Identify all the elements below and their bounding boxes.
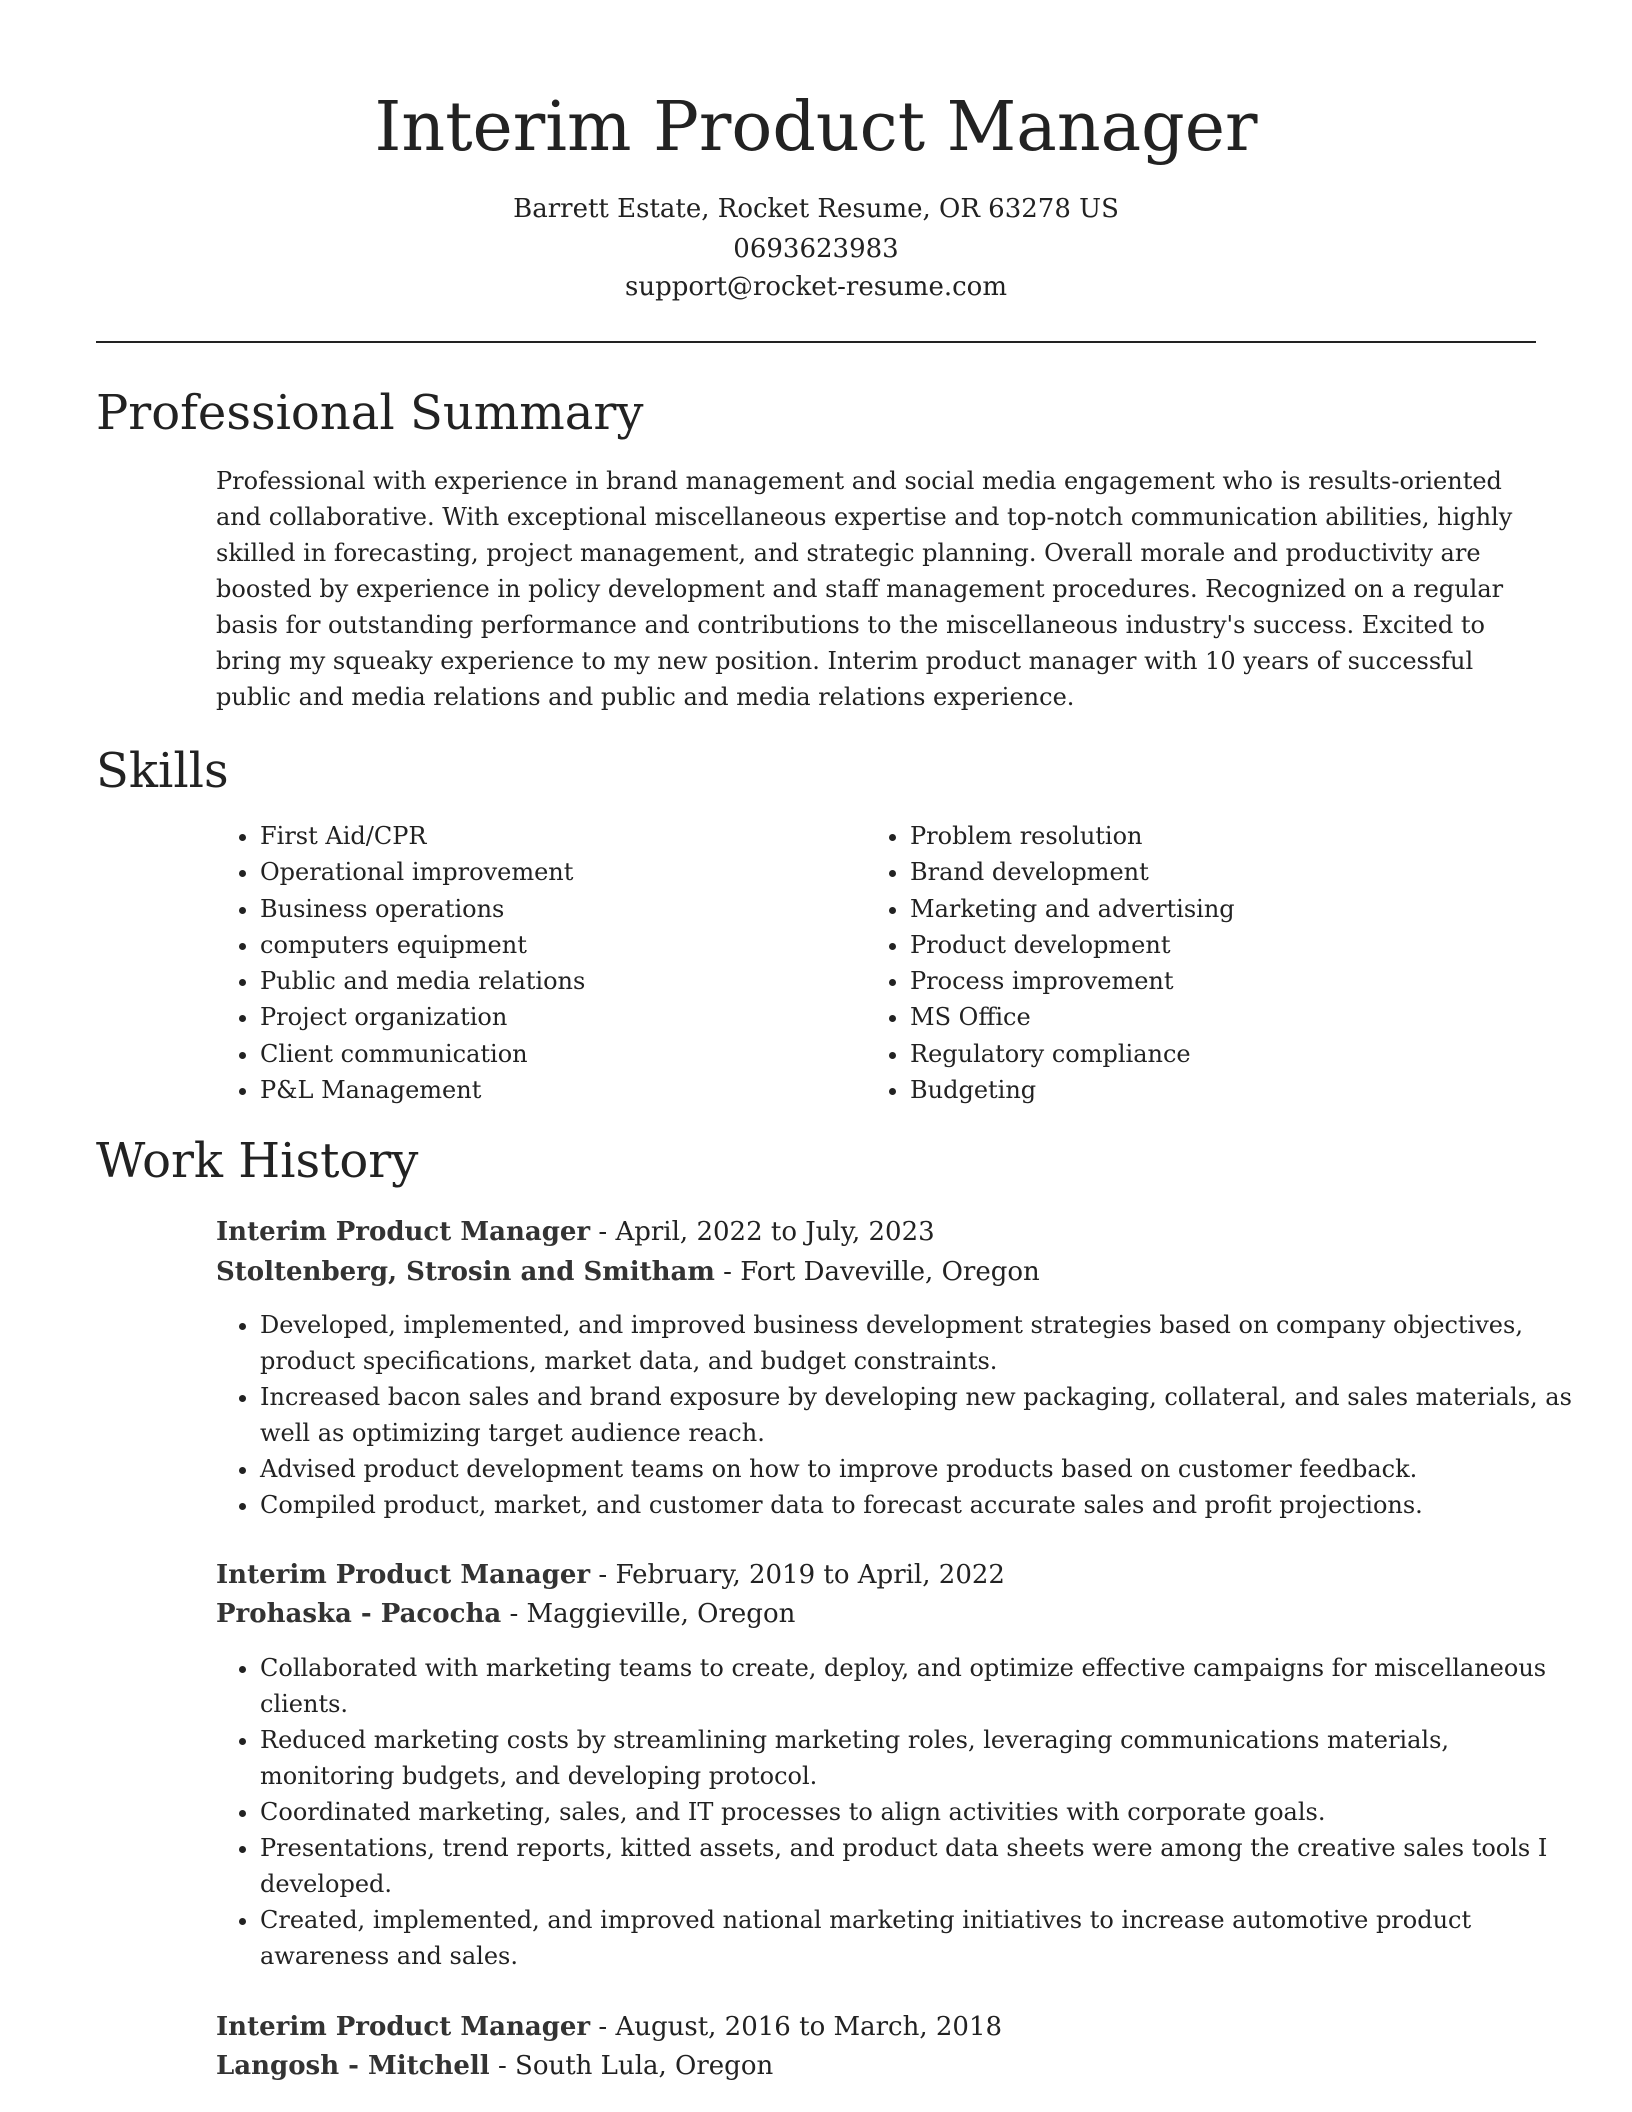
skill-item: • MS Office — [910, 999, 1235, 1035]
job-title-line: Interim Product Manager - August, 2016 to March, 2018 — [216, 2012, 1003, 2042]
job-company: Prohaska - Pacocha — [216, 1599, 502, 1629]
job-company-line: Langosh - Mitchell - South Lula, Oregon — [216, 2051, 774, 2081]
job-company-line: Stoltenberg, Strosin and Smitham - Fort Daveville, Oregon — [216, 1257, 1040, 1287]
header-divider — [96, 341, 1536, 343]
skill-item: • Product development — [910, 927, 1235, 963]
skill-item: • computers equipment — [260, 927, 585, 963]
job-location: Fort Daveville, Oregon — [740, 1257, 1040, 1287]
job-title: Interim Product Manager — [216, 2012, 591, 2042]
job-company-line: Prohaska - Pacocha - Maggieville, Oregon — [216, 1599, 796, 1629]
job-company: Stoltenberg, Strosin and Smitham — [216, 1257, 715, 1287]
skill-item: • P&L Management — [260, 1072, 585, 1108]
skill-item: • Client communication — [260, 1036, 585, 1072]
job-bullets — [216, 1307, 1590, 1523]
job-bullet: • Compiled product, market, and customer data to forecast accurate sales and profit projections. — [260, 1487, 1590, 1523]
skill-item: • Problem resolution — [910, 818, 1235, 854]
skill-item: • Marketing and advertising — [910, 891, 1235, 927]
job-dates: April, 2022 to July, 2023 — [615, 1217, 935, 1247]
job-dates: August, 2016 to March, 2018 — [615, 2012, 1003, 2042]
work-history-heading: Work History — [96, 1133, 419, 1189]
job-bullet: • Presentations, trend reports, kitted assets, and product data sheets were among the creative sales tools I developed. — [260, 1830, 1590, 1902]
job-bullet: • Developed, implemented, and improved business development strategies based on company objectives, product specifications, market data, and budget constraints. — [260, 1307, 1590, 1379]
job-dates: February, 2019 to April, 2022 — [615, 1560, 1005, 1590]
skill-item: • Business operations — [260, 891, 585, 927]
summary-heading: Professional Summary — [96, 385, 644, 441]
skills-heading: Skills — [96, 743, 229, 799]
job-bullet: • Increased bacon sales and brand exposure by developing new packaging, collateral, and sales materials, as well as optimizing target audience reach. — [260, 1379, 1590, 1451]
skills-list-left — [216, 818, 585, 1108]
skill-item: • Operational improvement — [260, 854, 585, 890]
job-title-line: Interim Product Manager - February, 2019 to April, 2022 — [216, 1560, 1005, 1590]
job-location: Maggieville, Oregon — [526, 1599, 796, 1629]
job-company: Langosh - Mitchell — [216, 2051, 490, 2081]
job-bullet: • Created, implemented, and improved national marketing initiatives to increase automotive product awareness and sales. — [260, 1902, 1590, 1974]
job-bullets — [216, 1650, 1590, 1974]
skill-item: • Brand development — [910, 854, 1235, 890]
job-bullet: • Advised product development teams on how to improve products based on customer feedback. — [260, 1451, 1590, 1487]
job-title: Interim Product Manager — [216, 1560, 591, 1590]
contact-email: support@rocket-resume.com — [624, 272, 1007, 302]
job-location: South Lula, Oregon — [515, 2051, 774, 2081]
job-title: Interim Product Manager — [216, 1217, 591, 1247]
contact-address: Barrett Estate, Rocket Resume, OR 63278 US — [513, 194, 1119, 224]
job-title-line: Interim Product Manager - April, 2022 to July, 2023 — [216, 1217, 935, 1247]
resume-name: Interim Product Manager — [374, 88, 1258, 167]
job-bullet: • Coordinated marketing, sales, and IT processes to align activities with corporate goals. — [260, 1794, 1590, 1830]
skill-item: • Regulatory compliance — [910, 1036, 1235, 1072]
skill-item: • Public and media relations — [260, 963, 585, 999]
skill-item: • Budgeting — [910, 1072, 1235, 1108]
summary-text: Professional with experience in brand management and social media engagement who is results-oriented and collaborative. With exceptional miscellaneous expertise and top-notch communication abilities, highly skilled in forecasting, project management, and strategic planning. Overall morale and productivity are boosted by experience in policy development and staff management procedures. Recognized on a regular basis for outstanding performance and contributions to the miscellaneous industry's success. Excited to bring my squeaky experience to my new position. Interim product manager with 10 years of successful public and media relations and public and media relations experience. — [216, 467, 1513, 711]
skill-item: • Project organization — [260, 999, 585, 1035]
job-bullet: • Reduced marketing costs by streamlining marketing roles, leveraging communications materials, monitoring budgets, and developing protocol. — [260, 1722, 1590, 1794]
job-bullet: • Collaborated with marketing teams to create, deploy, and optimize effective campaigns for miscellaneous clients. — [260, 1650, 1590, 1722]
contact-phone: 0693623983 — [733, 234, 899, 264]
skill-item: • First Aid/CPR — [260, 818, 585, 854]
skills-list-right — [866, 818, 1235, 1108]
skill-item: • Process improvement — [910, 963, 1235, 999]
